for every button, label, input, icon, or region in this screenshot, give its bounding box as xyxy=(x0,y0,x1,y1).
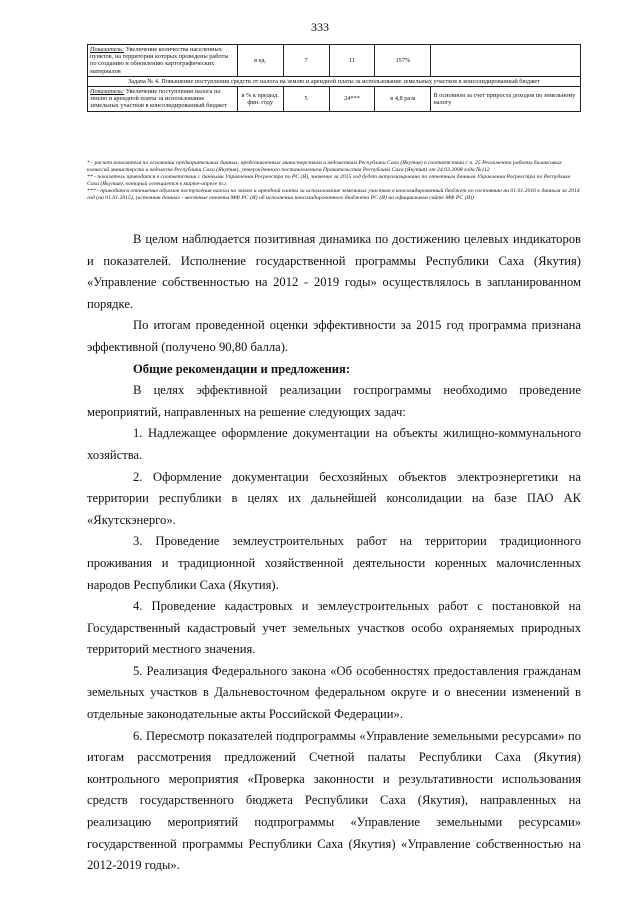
indicator-actual: 24*** xyxy=(329,87,375,112)
indicator-percent: 157% xyxy=(375,45,431,77)
table-row xyxy=(88,87,581,112)
list-item: 3. Проведение землеустроительных работ на территории традиционного проживания и традиционной хозяйственной деятельности коренных малочисленных народов Республики Саха (Якутия). xyxy=(87,534,581,592)
indicator-comment xyxy=(431,45,581,77)
indicator-percent: в 4,8 раза xyxy=(375,87,431,112)
footnote: * - расчет показателя по основании предварительных данных, представленных министерствам и ведомствам Республики Саха (Якутия) в соответствии с п. 25 Регламента работы балансовых комиссий министерств и ведомств Республики Саха (Якутия), утвержденного постановлением Правительства Республики Саха (Якутия) от 24.03.2008 года №112 xyxy=(87,160,562,174)
indicator-actual: 11 xyxy=(329,45,375,77)
paragraph: По итогам проведенной оценки эффективности за 2015 год программа признана эффективной (получено 90,80 балла). xyxy=(87,318,581,354)
indicator-label: Показатель: Увеличение количества населенных пунктов, на территории которых проведены работы по созданию и обновлению картографических материалов xyxy=(88,45,238,77)
table-row xyxy=(88,76,581,86)
table-row xyxy=(88,45,581,77)
indicator-planned: 7 xyxy=(283,45,329,77)
indicator-comment: В основном за счет прироста доходов по земельному налогу xyxy=(431,87,581,112)
page-number: 333 xyxy=(311,20,329,34)
list-item: 5. Реализация Федерального закона «Об особенностях предоставления гражданам земельных участков в Дальневосточном федеральном округе и о внесении изменений в отдельные законодательные акты Российской Федерации». xyxy=(87,663,581,722)
indicator-unit: в ед. xyxy=(237,45,283,77)
table-footnotes xyxy=(87,160,581,202)
body-text xyxy=(87,229,581,877)
indicator-planned: 5 xyxy=(283,87,329,112)
list-item: 1. Надлежащее оформление документации на объекты жилищно-коммунального хозяйства. xyxy=(87,426,581,462)
list-item: 4. Проведение кадастровых и землеустроительных работ с постановкой на Государственный кадастровый учет земельных участков особо охраняемых природных территорий местного значения. xyxy=(87,599,581,657)
indicators-table xyxy=(87,44,581,112)
list-item: 6. Пересмотр показателей подпрограммы «Управление земельными ресурсами» по итогам рассмотрения предложений Счетной палаты Республики Саха (Якутия) контрольного мероприятия «Проверка законности и результативности использования средств государственного бюджета Республики Саха (Якутия), направленных на реализацию мероприятий подпрограммы «Управление земельными ресурсами» государственной программы Республики Саха (Якутия) «Управление собственностью на 2012-2019 годы». xyxy=(87,728,581,873)
task-heading: Задача № 4. Повышение поступления средств от налога на землю и арендной платы за использование земельных участков в консолидированный бюджет xyxy=(88,76,581,86)
indicator-label: Показатель: Увеличение поступления налога на землю и арендной платы за использование земельных участков в консолидированный бюджет xyxy=(88,87,238,112)
list-item: 2. Оформление документации бесхозяйных объектов электроэнергетики на территории республики в целях их дальнейшей консолидации на базе ПАО АК «Якутскэнерго». xyxy=(87,469,581,527)
section-heading: Общие рекомендации и предложения: xyxy=(133,361,351,376)
paragraph: В целях эффективной реализации госпрограммы необходимо проведение мероприятий, направленных на решение следующих задач: xyxy=(87,383,581,419)
footnote: *** - приводится отношение объемов поступления налога на землю и арендной платы за использование земельных участков в консолидированный бюджет по состоянию на 01.01.2016 к данным за 2014 год (на 01.01.2015), (источник данных - месячные отчеты МФ РС (Я) об исполнении консолидированного бюджета РС (Я) на официальном сайте МФ РС (Я)) xyxy=(87,188,580,202)
paragraph: В целом наблюдается позитивная динамика по достижению целевых индикаторов и показателей. Исполнение государственной программы Республики Саха (Якутия) «Управление собственностью на 2012 - 2019 годы» осуществлялось в запланированном порядке. xyxy=(87,232,581,311)
indicator-unit: в % к предыд. фин. году xyxy=(237,87,283,112)
footnote: ** - показатель приводится в соответствии с данными Управления Росреестра по РС (Я), значение за 2015 год будет актуализировано по отчетным данным Управления Росреестра по Республике Саха (Якутия), который освещается в марте-апреле т.г. xyxy=(87,174,571,188)
